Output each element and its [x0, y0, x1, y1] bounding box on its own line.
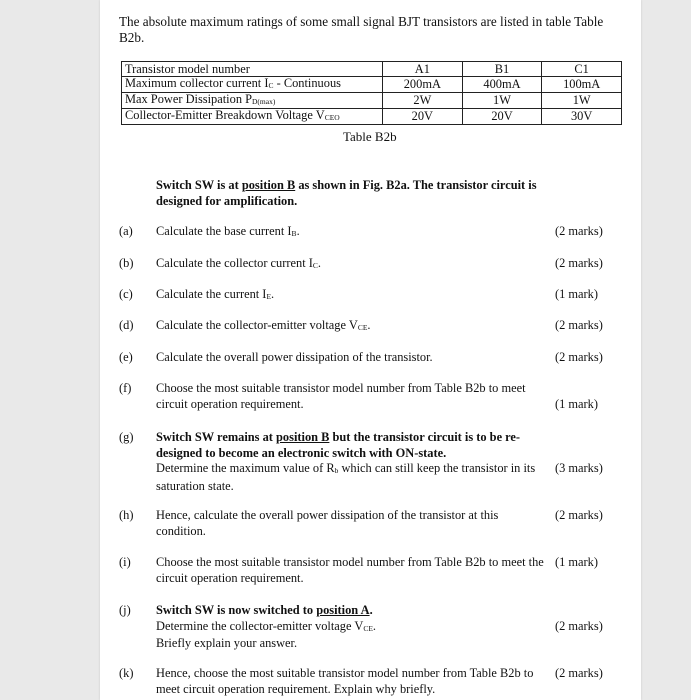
question-text: Choose the most suitable transistor model number from Table B2b to meet the circuit operation requirement. — [156, 555, 544, 585]
param-label: Collector-Emitter Breakdown Voltage VCEO — [122, 109, 383, 125]
question-body-text-2: Briefly explain your answer. — [156, 636, 298, 650]
question-label: (h) — [119, 508, 134, 522]
question-marks: (2 marks) — [555, 350, 603, 364]
table-row — [122, 109, 622, 125]
question-text: Calculate the collector-emitter voltage VCE. — [156, 318, 371, 332]
table-cell: 1W — [462, 93, 542, 109]
ratings-table — [121, 61, 622, 125]
table-cell: 100mA — [542, 77, 622, 93]
question-bold-text: Switch SW is now switched to position A. — [156, 603, 373, 617]
question-text: Calculate the base current IB. — [156, 224, 300, 238]
table-header-row — [122, 62, 622, 77]
header-model-b1: B1 — [462, 62, 542, 77]
question-label: (i) — [119, 555, 131, 569]
question-label: (f) — [119, 381, 132, 395]
param-label: Max Power Dissipation PD(max) — [122, 93, 383, 109]
question-body-text: Determine the collector-emitter voltage VCE. — [156, 618, 377, 633]
question-label: (k) — [119, 666, 134, 680]
param-label: Maximum collector current IC - Continuous — [122, 77, 383, 93]
question-text — [156, 603, 551, 652]
header-model-c1: C1 — [542, 62, 622, 77]
document-page — [100, 0, 641, 700]
question-label: (c) — [119, 287, 133, 301]
question-marks: (2 marks) — [555, 318, 603, 332]
table-cell: 400mA — [462, 77, 542, 93]
question-marks: (1 mark) — [555, 397, 599, 411]
table-row — [122, 93, 622, 109]
question-text: Calculate the overall power dissipation of the transistor. — [156, 350, 433, 364]
table-cell: 20V — [462, 109, 542, 125]
question-label: (d) — [119, 318, 134, 332]
table-caption: Table B2b — [343, 129, 397, 144]
intro-paragraph: The absolute maximum ratings of some small signal BJT transistors are listed in table Table B2b. — [119, 14, 604, 45]
scenario-heading: Switch SW is at position B as shown in Fig. B2a. The transistor circuit is designed for amplification. — [156, 178, 537, 208]
question-label: (b) — [119, 256, 134, 270]
question-text: Hence, calculate the overall power dissipation of the transistor at this condition. — [156, 508, 499, 538]
question-marks: (1 mark) — [555, 287, 599, 301]
question-body-text: Determine the maximum value of Rb which can still keep the transistor in its saturation state. — [156, 461, 536, 493]
question-text: Choose the most suitable transistor model number from Table B2b to meet circuit operation requirement. — [156, 381, 526, 411]
table-cell: 30V — [542, 109, 622, 125]
question-bold-text: Switch SW remains at position B but the transistor circuit is to be re-designed to become an electronic switch with ON-state. — [156, 430, 521, 460]
table-cell: 200mA — [383, 77, 463, 93]
question-label: (a) — [119, 224, 133, 238]
question-marks: (2 marks) — [555, 508, 603, 522]
table-cell: 20V — [383, 109, 463, 125]
question-text — [156, 430, 551, 494]
question-label: (g) — [119, 430, 134, 444]
question-text: Calculate the current IE. — [156, 287, 275, 301]
header-label: Transistor model number — [122, 62, 383, 77]
question-text: Hence, choose the most suitable transistor model number from Table B2b to meet circuit operation requirement. Explain why briefly. — [156, 666, 534, 696]
question-marks: (2 marks) — [555, 619, 603, 633]
question-text: Calculate the collector current IC. — [156, 256, 321, 270]
question-marks: (2 marks) — [555, 666, 603, 680]
question-marks: (1 mark) — [555, 555, 599, 569]
question-label: (j) — [119, 603, 131, 617]
question-marks: (2 marks) — [555, 256, 603, 270]
table-cell: 1W — [542, 93, 622, 109]
question-marks: (3 marks) — [555, 461, 603, 475]
question-label: (e) — [119, 350, 133, 364]
header-model-a1: A1 — [383, 62, 463, 77]
table-cell: 2W — [383, 93, 463, 109]
table-row — [122, 77, 622, 93]
question-marks: (2 marks) — [555, 224, 603, 238]
